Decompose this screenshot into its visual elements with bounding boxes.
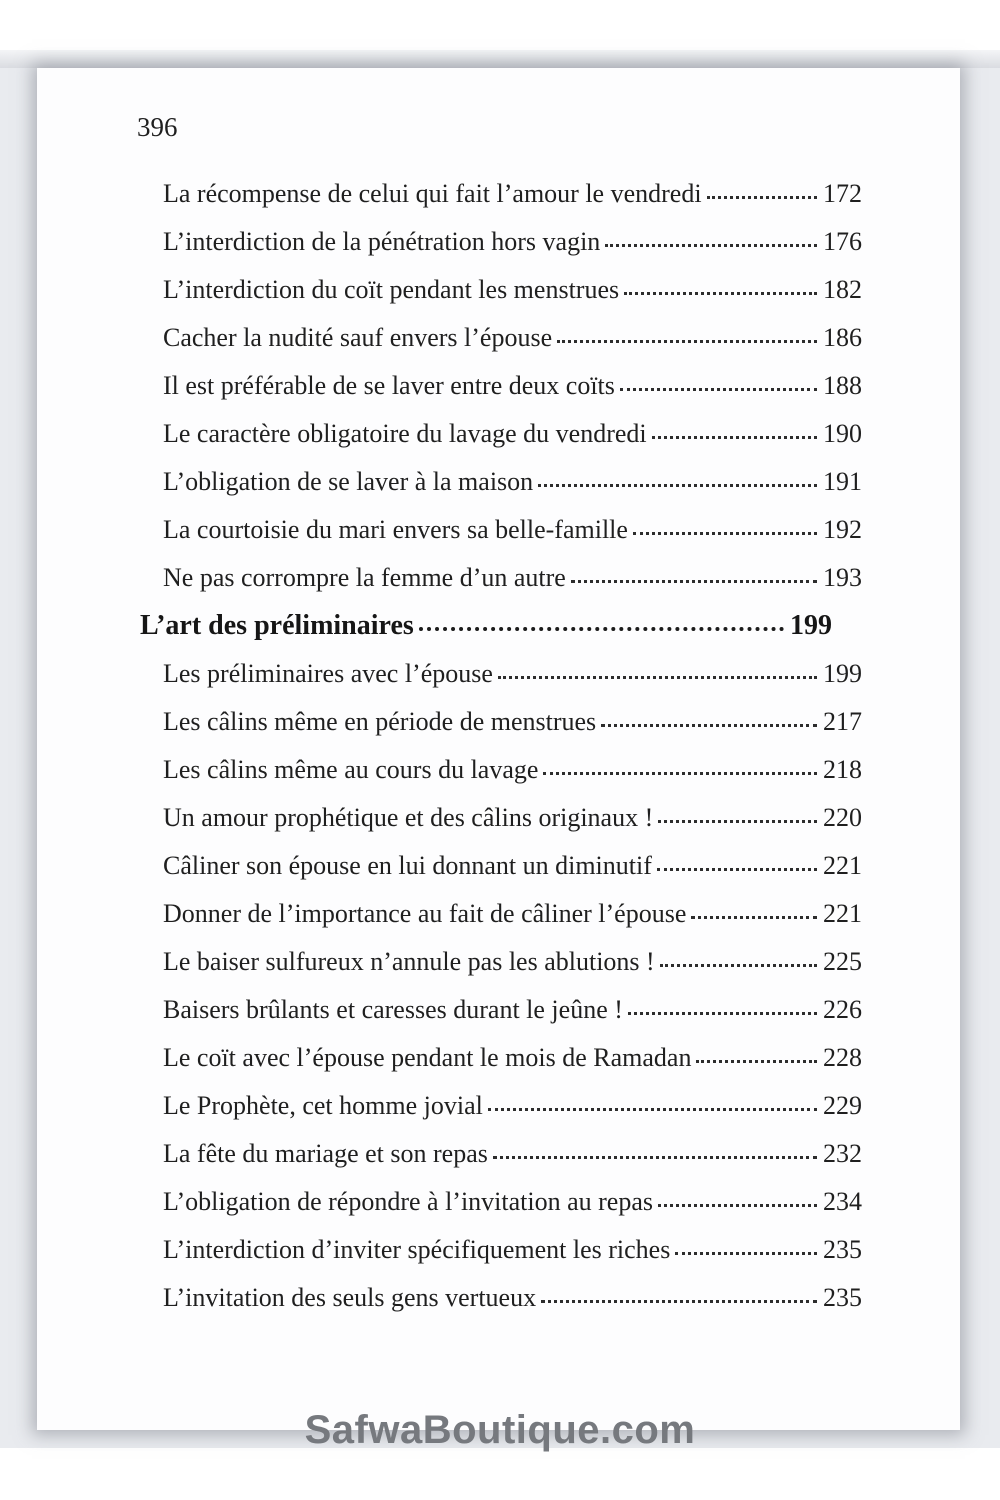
toc-leader-dots (707, 196, 817, 199)
toc-entry-page-number: 188 (823, 371, 862, 400)
toc-entry (37, 506, 960, 554)
toc-entry-title: Cacher la nudité sauf envers l’épouse (163, 323, 553, 352)
toc-entry (37, 794, 960, 842)
toc-leader-dots (620, 388, 817, 391)
toc-entry-page-number: 220 (823, 803, 862, 832)
toc-entry-page-number: 234 (823, 1187, 862, 1216)
watermark-text: SafwaBoutique.com (304, 1408, 696, 1452)
toc-entry (37, 1130, 960, 1178)
photo-background (0, 50, 1000, 1448)
toc-leader-dots (658, 820, 817, 823)
toc-entry-page-number: 191 (823, 467, 862, 496)
toc-leader-dots (657, 868, 817, 871)
toc-entry (37, 890, 960, 938)
toc-leader-dots (652, 436, 817, 439)
toc-entry-page-number: 217 (823, 707, 862, 736)
toc-leader-dots (696, 1060, 817, 1063)
toc-leader-dots (628, 1012, 817, 1015)
toc-entry-page-number: 190 (823, 419, 862, 448)
toc-entry-title: Le caractère obligatoire du lavage du vendredi (163, 419, 647, 448)
toc-entry-title: La courtoisie du mari envers sa belle-famille (163, 515, 628, 544)
toc-entry (37, 1226, 960, 1274)
table-of-contents (37, 170, 960, 1322)
toc-entry-title: Le baiser sulfureux n’annule pas les ablutions ! (163, 947, 655, 976)
toc-leader-dots (571, 580, 817, 583)
toc-entry (37, 1274, 960, 1322)
toc-entry-title: L’invitation des seuls gens vertueux (163, 1283, 537, 1312)
page-number: 396 (137, 112, 178, 142)
toc-entry-page-number: 199 (823, 659, 862, 688)
toc-entry-title: Donner de l’importance au fait de câliner l’épouse (163, 899, 687, 928)
toc-leader-dots (498, 676, 817, 679)
toc-entry-page-number: 235 (823, 1235, 862, 1264)
toc-entry (37, 1082, 960, 1130)
toc-entry-page-number: 226 (823, 995, 862, 1024)
toc-entry-page-number: 176 (823, 227, 862, 256)
toc-entry (37, 314, 960, 362)
toc-leader-dots (419, 627, 784, 631)
toc-entry-title: La récompense de celui qui fait l’amour le vendredi (163, 179, 702, 208)
toc-entry-title: Les câlins même au cours du lavage (163, 755, 539, 784)
toc-entry-page-number: 228 (823, 1043, 862, 1072)
toc-leader-dots (557, 340, 817, 343)
toc-leader-dots (543, 772, 817, 775)
toc-entry-title: Le coït avec l’épouse pendant le mois de Ramadan (163, 1043, 692, 1072)
toc-entry-title: Les câlins même en période de menstrues (163, 707, 597, 736)
toc-entry (37, 650, 960, 698)
toc-entry-page-number: 186 (823, 323, 862, 352)
toc-entry (37, 602, 960, 650)
toc-leader-dots (488, 1108, 817, 1111)
toc-entry-title: L’interdiction du coït pendant les menstrues (163, 275, 620, 304)
toc-entry-page-number: 193 (823, 563, 862, 592)
toc-entry (37, 218, 960, 266)
toc-leader-dots (691, 916, 817, 919)
toc-leader-dots (601, 724, 817, 727)
toc-leader-dots (633, 532, 817, 535)
toc-entry-title: Câliner son épouse en lui donnant un diminutif (163, 851, 652, 880)
toc-entry (37, 554, 960, 602)
toc-entry-title: Les préliminaires avec l’épouse (163, 659, 493, 688)
toc-entry-page-number: 225 (823, 947, 862, 976)
toc-entry (37, 1034, 960, 1082)
toc-entry-title: Ne pas corrompre la femme d’un autre (163, 563, 566, 592)
toc-entry-page-number: 221 (823, 851, 862, 880)
toc-entry-page-number: 199 (790, 610, 832, 641)
toc-entry (37, 746, 960, 794)
toc-entry (37, 266, 960, 314)
toc-entry-title: L’interdiction de la pénétration hors vagin (163, 227, 601, 256)
toc-entry-title: L’obligation de répondre à l’invitation au repas (163, 1187, 654, 1216)
toc-leader-dots (605, 244, 817, 247)
toc-leader-dots (541, 1300, 817, 1303)
toc-entry-title: L’obligation de se laver à la maison (163, 467, 534, 496)
toc-entry-page-number: 182 (823, 275, 862, 304)
toc-entry (37, 410, 960, 458)
toc-entry-page-number: 229 (823, 1091, 862, 1120)
toc-entry (37, 1178, 960, 1226)
toc-entry-title: Baisers brûlants et caresses durant le jeûne ! (163, 995, 623, 1024)
toc-leader-dots (675, 1252, 817, 1255)
toc-entry (37, 458, 960, 506)
book-page (37, 68, 960, 1430)
toc-entry-title: Un amour prophétique et des câlins originaux ! (163, 803, 654, 832)
toc-entry (37, 986, 960, 1034)
toc-entry (37, 698, 960, 746)
toc-entry-title: Il est préférable de se laver entre deux coïts (163, 371, 615, 400)
toc-entry-title: L’interdiction d’inviter spécifiquement les riches (163, 1235, 671, 1264)
toc-entry-page-number: 172 (823, 179, 862, 208)
toc-entry-page-number: 218 (823, 755, 862, 784)
toc-entry-page-number: 192 (823, 515, 862, 544)
toc-leader-dots (538, 484, 817, 487)
toc-entry (37, 170, 960, 218)
toc-leader-dots (660, 964, 817, 967)
toc-entry-title: Le Prophète, cet homme jovial (163, 1091, 483, 1120)
toc-entry-title: L’art des préliminaires (140, 610, 414, 641)
toc-entry-title: La fête du mariage et son repas (163, 1139, 488, 1168)
toc-entry-page-number: 235 (823, 1283, 862, 1312)
toc-entry-page-number: 232 (823, 1139, 862, 1168)
toc-leader-dots (658, 1204, 817, 1207)
toc-entry (37, 362, 960, 410)
toc-entry (37, 842, 960, 890)
toc-entry-page-number: 221 (823, 899, 862, 928)
toc-leader-dots (624, 292, 817, 295)
toc-leader-dots (493, 1156, 817, 1159)
toc-entry (37, 938, 960, 986)
